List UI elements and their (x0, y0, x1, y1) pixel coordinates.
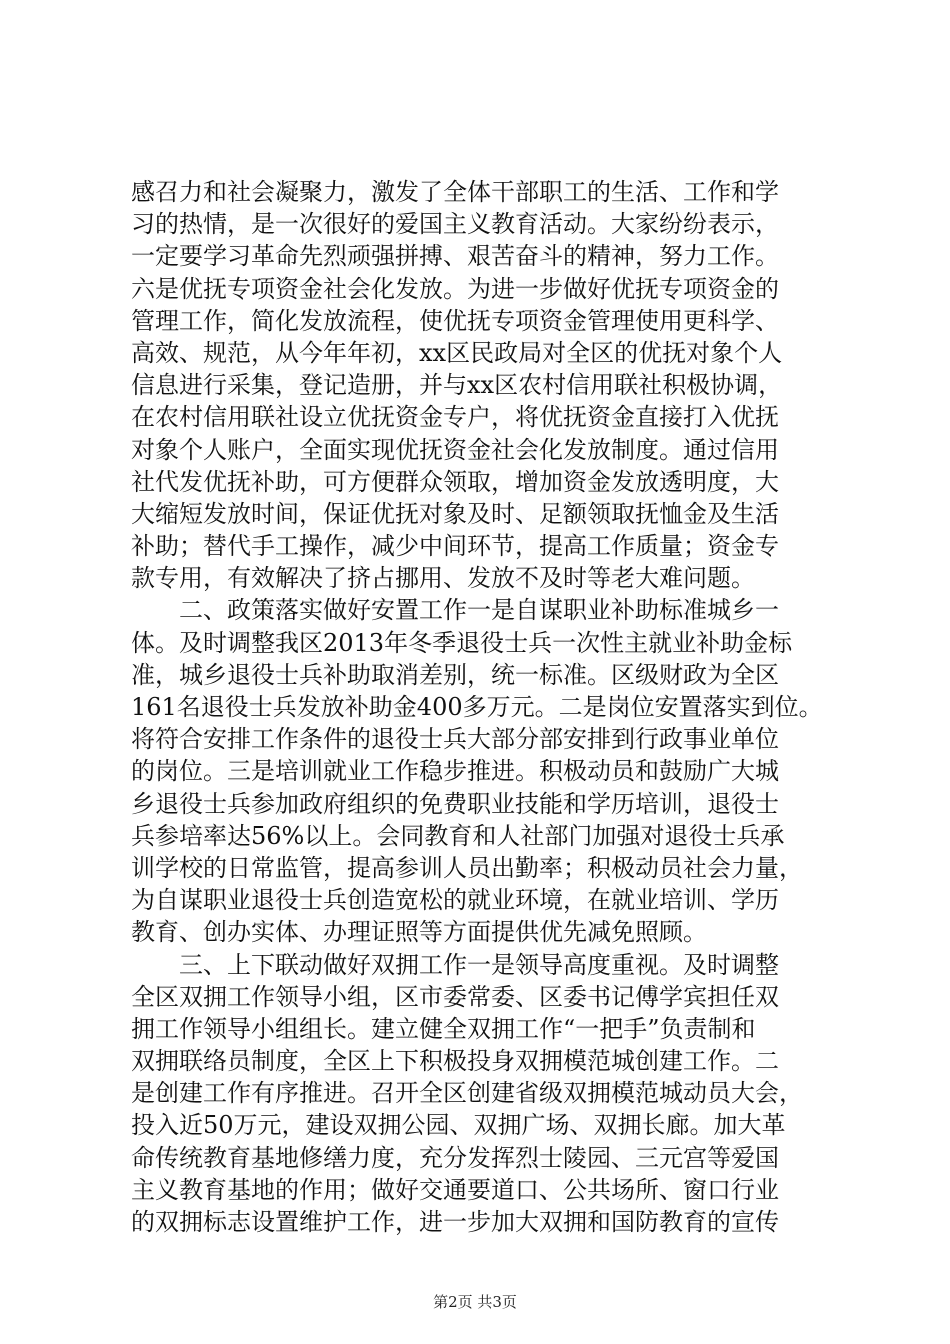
text-line: 社代发优抚补助，可方便群众领取，增加资金发放透明度，大 (131, 467, 779, 496)
text-line: 将符合安排工作条件的退役士兵大部分部安排到行政事业单位 (131, 725, 779, 754)
text-line: 大缩短发放时间，保证优抚对象及时、足额领取抚恤金及生活 (131, 499, 779, 528)
text-line: 体。及时调整我区2013年冬季退役士兵一次性主就业补助金标 (131, 628, 793, 657)
text-line: 准，城乡退役士兵补助取消差别，统一标准。区级财政为全区 (131, 660, 779, 689)
text-line: 在农村信用联社设立优抚资金专户，将优抚资金直接打入优抚 (131, 403, 779, 432)
text-line: 兵参培率达56%以上。会同教育和人社部门加强对退役士兵承 (131, 821, 785, 850)
text-line: 双拥联络员制度，全区上下积极投身双拥模范城创建工作。二 (131, 1047, 779, 1076)
text-line: 信息进行采集，登记造册，并与xx区农村信用联社积极协调， (131, 371, 783, 400)
page-number-footer: 第2页 共3页 (433, 1293, 517, 1311)
text-line: 乡退役士兵参加政府组织的免费职业技能和学历培训，退役士 (131, 789, 779, 818)
text-line: 补助；替代手工操作，减少中间环节，提高工作质量；资金专 (131, 532, 779, 561)
text-line: 全区双拥工作领导小组，区市委常委、区委书记傅学宾担任双 (131, 982, 779, 1011)
text-line: 命传统教育基地修缮力度，充分发挥烈士陵园、三元宫等爱国 (131, 1143, 779, 1172)
text-line: 管理工作，简化发放流程，使优抚专项资金管理使用更科学、 (131, 306, 779, 335)
text-line: 感召力和社会凝聚力，激发了全体干部职工的生活、工作和学 (131, 178, 779, 206)
text-line: 六是优抚专项资金社会化发放。为进一步做好优抚专项资金的 (131, 274, 779, 303)
text-line: 一定要学习革命先烈顽强拼搏、艰苦奋斗的精神，努力工作。 (131, 242, 779, 271)
text-line: 拥工作领导小组组长。建立健全双拥工作“一把手”负责制和 (131, 1014, 756, 1043)
text-line: 为自谋职业退役士兵创造宽松的就业环境，在就业培训、学历 (131, 886, 779, 915)
text-line: 三、上下联动做好双拥工作一是领导高度重视。及时调整 (131, 950, 779, 979)
text-line: 161名退役士兵发放补助金400多万元。二是岗位安置落实到位。 (131, 693, 823, 721)
text-line: 投入近50万元，建设双拥公园、双拥广场、双拥长廊。加大革 (131, 1111, 786, 1140)
text-line: 训学校的日常监管，提高参训人员出勤率；积极动员社会力量， (131, 853, 803, 882)
text-line: 高效、规范，从今年年初，xx区民政局对全区的优抚对象个人 (131, 338, 783, 367)
text-line: 习的热情，是一次很好的爱国主义教育活动。大家纷纷表示， (131, 210, 779, 239)
text-line: 对象个人账户，全面实现优抚资金社会化发放制度。通过信用 (131, 435, 779, 464)
text-line: 主义教育基地的作用；做好交通要道口、公共场所、窗口行业 (131, 1175, 779, 1204)
text-line: 教育、创办实体、办理证照等方面提供优先减免照顾。 (131, 918, 707, 947)
body-text (131, 176, 831, 1238)
text-line: 二、政策落实做好安置工作一是自谋职业补助标准城乡一 (131, 596, 779, 625)
text-line: 的双拥标志设置维护工作，进一步加大双拥和国防教育的宣传 (131, 1208, 779, 1236)
text-line: 是创建工作有序推进。召开全区创建省级双拥模范城动员大会， (131, 1079, 803, 1108)
text-line: 款专用，有效解决了挤占挪用、发放不及时等老大难问题。 (131, 564, 755, 593)
text-line: 的岗位。三是培训就业工作稳步推进。积极动员和鼓励广大城 (131, 757, 779, 786)
